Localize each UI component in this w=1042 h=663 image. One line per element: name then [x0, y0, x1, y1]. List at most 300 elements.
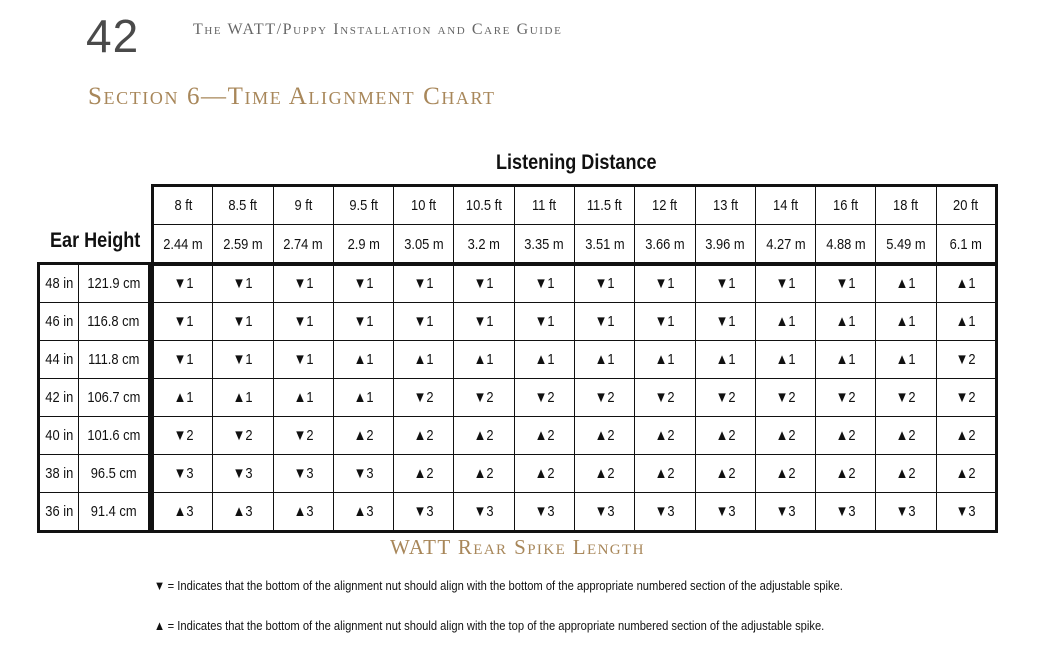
- ear-height-inches-label: 46 in: [45, 313, 73, 330]
- spike-length-value: ▲2: [955, 427, 976, 444]
- spike-length-value: ▼1: [353, 275, 374, 292]
- spike-length-cell: [213, 455, 273, 493]
- spike-length-value: ▲2: [896, 427, 916, 444]
- spike-length-cell: [876, 379, 936, 417]
- spike-length-cell: [273, 341, 333, 379]
- spike-length-cell: [936, 264, 996, 303]
- spike-length-cell: [333, 264, 393, 303]
- spike-length-row: [153, 455, 997, 493]
- ear-height-row: [39, 417, 150, 455]
- distance-ft-header: [153, 186, 213, 225]
- legend-up-text: = Indicates that the bottom of the alignment nut should align with the top of the appropriate numbered section of the adjustable spike.: [167, 618, 825, 633]
- spike-length-cell: [816, 493, 876, 532]
- distance-m-label: 2.74 m: [283, 235, 323, 253]
- spike-length-cell: [574, 417, 634, 455]
- distance-m-header: [755, 225, 815, 265]
- spike-length-value: ▲3: [293, 503, 314, 520]
- distance-ft-label: 8 ft: [174, 197, 193, 214]
- ear-height-row: [39, 493, 150, 532]
- spike-length-cell: [514, 455, 574, 493]
- distance-ft-header: [876, 186, 936, 225]
- spike-length-value: ▼1: [594, 275, 615, 292]
- spike-length-cell: [153, 264, 213, 303]
- spike-length-cell: [635, 417, 695, 455]
- distance-ft-label: 11 ft: [532, 197, 557, 214]
- spike-length-value: ▲1: [413, 351, 434, 368]
- spike-length-value: ▼1: [474, 275, 495, 292]
- spike-length-value: ▼1: [413, 313, 434, 330]
- spike-length-value: ▲1: [594, 351, 615, 368]
- spike-length-value: ▼1: [534, 275, 555, 292]
- distance-m-label: 3.05 m: [404, 235, 444, 253]
- section-title: Section 6—Time Alignment Chart: [88, 83, 496, 110]
- spike-length-value: ▼3: [955, 503, 976, 520]
- ear-height-cm-label: 121.9 cm: [86, 275, 141, 292]
- spike-length-value: ▼2: [534, 389, 555, 406]
- spike-length-cell: [394, 303, 454, 341]
- distance-m-header: [514, 225, 574, 265]
- spike-length-row: [153, 493, 997, 532]
- distance-ft-header: [273, 186, 333, 225]
- spike-length-cell: [514, 417, 574, 455]
- ear-height-inches-label: 38 in: [45, 465, 73, 482]
- spike-length-cell: [394, 455, 454, 493]
- distance-m-header: [816, 225, 876, 265]
- spike-length-value: ▲2: [835, 465, 856, 482]
- spike-length-cell: [635, 303, 695, 341]
- spike-length-value: ▲1: [232, 389, 253, 406]
- ear-height-inches-label: 40 in: [45, 427, 73, 444]
- legend-down-text: = Indicates that the bottom of the alignment nut should align with the bottom of the appropriate numbered section of the adjustable spike.: [167, 578, 843, 593]
- spike-length-value: ▼1: [715, 275, 736, 292]
- distance-m-label: 2.59 m: [223, 235, 263, 253]
- spike-length-cell: [695, 264, 755, 303]
- spike-length-value: ▼3: [896, 503, 916, 520]
- distance-ft-label: 14 ft: [772, 197, 799, 214]
- spike-length-value: ▲2: [654, 427, 675, 444]
- spike-length-value: ▼3: [654, 503, 675, 520]
- distance-ft-label: 9 ft: [294, 197, 313, 214]
- spike-length-value: ▲1: [173, 389, 194, 406]
- spike-length-value: ▲2: [413, 465, 434, 482]
- spike-length-value: ▲2: [775, 465, 796, 482]
- spike-length-value: ▼2: [654, 389, 675, 406]
- spike-length-value: ▲1: [896, 313, 916, 330]
- spike-length-value: ▲3: [353, 503, 374, 520]
- spike-length-value: ▼1: [534, 313, 555, 330]
- distance-ft-header: [333, 186, 393, 225]
- spike-length-cell: [695, 303, 755, 341]
- spike-length-cell: [816, 379, 876, 417]
- spike-length-value: ▲2: [474, 465, 495, 482]
- spike-length-cell: [213, 379, 273, 417]
- spike-length-value: ▼3: [474, 503, 495, 520]
- spike-length-cell: [635, 493, 695, 532]
- distance-ft-label: 10 ft: [411, 197, 437, 214]
- distance-header-table: [151, 184, 998, 266]
- ear-height-inches: [39, 341, 79, 379]
- distance-ft-header: [755, 186, 815, 225]
- spike-length-value: ▲2: [715, 465, 736, 482]
- ear-height-cm: [79, 264, 150, 303]
- ear-height-row: [39, 264, 150, 303]
- spike-length-cell: [213, 264, 273, 303]
- spike-length-value: ▲2: [715, 427, 736, 444]
- spike-length-value: ▼1: [173, 351, 194, 368]
- distance-m-label: 3.96 m: [705, 235, 745, 253]
- spike-length-value: ▲2: [896, 465, 916, 482]
- spike-length-caption: WATT Rear Spike Length: [390, 535, 645, 559]
- spike-length-cell: [816, 455, 876, 493]
- spike-length-cell: [936, 341, 996, 379]
- distance-feet-row: [153, 186, 997, 225]
- spike-length-cell: [454, 417, 514, 455]
- spike-length-cell: [635, 455, 695, 493]
- spike-length-value: ▲1: [896, 351, 916, 368]
- distance-m-header: [454, 225, 514, 265]
- spike-length-cell: [936, 493, 996, 532]
- spike-length-value: ▲2: [534, 427, 555, 444]
- spike-length-value: ▼2: [835, 389, 856, 406]
- spike-length-cell: [333, 417, 393, 455]
- spike-length-cell: [816, 303, 876, 341]
- spike-length-value: ▼1: [293, 275, 314, 292]
- ear-height-inches: [39, 264, 79, 303]
- spike-length-value: ▼2: [955, 351, 976, 368]
- distance-ft-label: 13 ft: [712, 197, 738, 214]
- spike-length-cell: [153, 493, 213, 532]
- spike-length-value: ▼2: [896, 389, 916, 406]
- spike-length-value: ▼3: [835, 503, 856, 520]
- ear-height-inches-label: 48 in: [45, 275, 73, 292]
- spike-length-cell: [153, 455, 213, 493]
- ear-height-cm: [79, 493, 150, 532]
- spike-length-row: [153, 417, 997, 455]
- ear-height-table: [37, 262, 151, 533]
- spike-length-value: ▼1: [594, 313, 615, 330]
- spike-length-row: [153, 264, 997, 303]
- spike-length-value: ▼2: [232, 427, 253, 444]
- spike-length-value: ▲2: [413, 427, 434, 444]
- distance-m-label: 3.35 m: [524, 235, 565, 253]
- spike-length-value: ▲1: [955, 275, 976, 292]
- spike-length-cell: [755, 493, 815, 532]
- distance-m-label: 2.9 m: [347, 235, 380, 253]
- spike-length-cell: [273, 264, 333, 303]
- spike-length-cell: [695, 455, 755, 493]
- spike-length-value: ▲1: [896, 275, 916, 292]
- spike-length-cell: [273, 455, 333, 493]
- spike-length-cell: [755, 455, 815, 493]
- spike-length-cell: [273, 417, 333, 455]
- distance-ft-header: [635, 186, 695, 225]
- distance-ft-header: [394, 186, 454, 225]
- distance-m-header: [695, 225, 755, 265]
- spike-length-value: ▼1: [293, 313, 314, 330]
- spike-length-value: ▼2: [775, 389, 796, 406]
- spike-length-value: ▲1: [474, 351, 495, 368]
- ear-height-inches: [39, 379, 79, 417]
- spike-length-cell: [333, 341, 393, 379]
- spike-length-cell: [153, 379, 213, 417]
- spike-length-value: ▼3: [715, 503, 736, 520]
- distance-m-label: 6.1 m: [949, 235, 982, 253]
- spike-length-cell: [695, 417, 755, 455]
- ear-height-inches-label: 44 in: [45, 351, 73, 368]
- spike-length-cell: [454, 341, 514, 379]
- spike-length-row: [153, 379, 997, 417]
- ear-height-cm-label: 101.6 cm: [86, 427, 141, 444]
- spike-length-value: ▼1: [232, 275, 253, 292]
- spike-length-value: ▲1: [835, 351, 856, 368]
- distance-m-header: [273, 225, 333, 265]
- spike-length-cell: [876, 341, 936, 379]
- spike-length-value: ▼1: [474, 313, 495, 330]
- spike-length-cell: [394, 264, 454, 303]
- spike-length-cell: [213, 417, 273, 455]
- spike-length-value: ▼2: [715, 389, 736, 406]
- spike-length-value: ▲1: [775, 313, 796, 330]
- ear-height-inches: [39, 417, 79, 455]
- spike-length-value: ▲3: [173, 503, 194, 520]
- spike-length-value: ▼2: [293, 427, 314, 444]
- distance-m-label: 2.44 m: [163, 235, 203, 253]
- ear-height-inches-label: 42 in: [45, 389, 73, 406]
- spike-length-cell: [755, 379, 815, 417]
- distance-ft-label: 9.5 ft: [349, 197, 378, 214]
- spike-length-cell: [153, 417, 213, 455]
- distance-ft-label: 18 ft: [893, 197, 919, 214]
- ear-height-cm: [79, 417, 150, 455]
- listening-distance-title: Listening Distance: [496, 151, 657, 174]
- distance-m-label: 3.51 m: [584, 235, 625, 253]
- spike-length-value: ▲1: [715, 351, 736, 368]
- spike-length-value: ▼1: [232, 351, 253, 368]
- spike-length-value: ▼3: [775, 503, 796, 520]
- spike-length-value: ▲1: [353, 351, 374, 368]
- running-head: The WATT/Puppy Installation and Care Guide: [193, 21, 563, 38]
- ear-height-row: [39, 303, 150, 341]
- spike-length-value: ▼1: [835, 275, 856, 292]
- spike-length-cell: [876, 493, 936, 532]
- ear-height-cm-label: 96.5 cm: [90, 465, 137, 482]
- spike-length-value: ▼3: [173, 465, 194, 482]
- distance-m-header: [876, 225, 936, 265]
- distance-m-label: 5.49 m: [886, 235, 926, 253]
- spike-length-value: ▲2: [534, 465, 555, 482]
- distance-ft-label: 8.5 ft: [228, 197, 258, 214]
- spike-length-cell: [695, 341, 755, 379]
- spike-length-value: ▼1: [654, 313, 675, 330]
- spike-length-value: ▼1: [173, 313, 194, 330]
- spike-length-value: ▼1: [775, 275, 796, 292]
- spike-length-cell: [153, 303, 213, 341]
- spike-length-value: ▼1: [715, 313, 736, 330]
- spike-length-cell: [213, 493, 273, 532]
- spike-length-cell: [333, 379, 393, 417]
- spike-length-cell: [936, 455, 996, 493]
- page-number: 42: [86, 10, 140, 62]
- ear-height-cm: [79, 341, 150, 379]
- spike-length-cell: [876, 417, 936, 455]
- ear-height-cm: [79, 379, 150, 417]
- spike-length-cell: [755, 264, 815, 303]
- distance-ft-header: [574, 186, 634, 225]
- distance-m-header: [333, 225, 393, 265]
- ear-height-row: [39, 341, 150, 379]
- distance-m-header: [394, 225, 454, 265]
- spike-length-value: ▲1: [353, 389, 374, 406]
- distance-ft-label: 11.5 ft: [587, 197, 623, 214]
- spike-length-cell: [936, 303, 996, 341]
- spike-length-cell: [816, 417, 876, 455]
- spike-length-cell: [273, 493, 333, 532]
- ear-height-inches-label: 36 in: [45, 503, 73, 520]
- spike-length-table: [151, 262, 998, 533]
- distance-m-header: [936, 225, 996, 265]
- spike-length-cell: [936, 379, 996, 417]
- spike-length-value: ▲2: [955, 465, 976, 482]
- ear-height-cm: [79, 303, 150, 341]
- spike-length-cell: [333, 493, 393, 532]
- spike-length-value: ▲3: [232, 503, 253, 520]
- spike-length-value: ▼2: [474, 389, 495, 406]
- legend-up: [154, 617, 824, 635]
- spike-length-cell: [454, 303, 514, 341]
- spike-length-cell: [635, 379, 695, 417]
- distance-ft-header: [936, 186, 996, 225]
- distance-ft-label: 20 ft: [953, 197, 979, 214]
- ear-height-inches: [39, 493, 79, 532]
- spike-length-value: ▼1: [353, 313, 374, 330]
- spike-length-value: ▼2: [173, 427, 194, 444]
- spike-length-value: ▼1: [232, 313, 253, 330]
- spike-length-cell: [574, 264, 634, 303]
- distance-m-label: 3.2 m: [467, 235, 501, 253]
- spike-length-value: ▼3: [413, 503, 434, 520]
- spike-length-cell: [755, 417, 815, 455]
- spike-length-value: ▼1: [173, 275, 194, 292]
- spike-length-value: ▲2: [353, 427, 374, 444]
- spike-length-value: ▲1: [293, 389, 314, 406]
- spike-length-cell: [574, 303, 634, 341]
- spike-length-cell: [574, 379, 634, 417]
- down-triangle-icon: ▼: [154, 578, 166, 593]
- spike-length-value: ▼3: [232, 465, 253, 482]
- spike-length-cell: [273, 379, 333, 417]
- distance-m-header: [153, 225, 213, 265]
- spike-length-cell: [514, 264, 574, 303]
- distance-ft-header: [514, 186, 574, 225]
- distance-ft-header: [816, 186, 876, 225]
- spike-length-cell: [153, 341, 213, 379]
- spike-length-value: ▼1: [654, 275, 675, 292]
- spike-length-cell: [454, 455, 514, 493]
- ear-height-inches: [39, 303, 79, 341]
- distance-m-header: [635, 225, 695, 265]
- ear-height-row: [39, 455, 150, 493]
- spike-length-cell: [574, 341, 634, 379]
- spike-length-value: ▼2: [413, 389, 434, 406]
- spike-length-cell: [273, 303, 333, 341]
- spike-length-cell: [574, 493, 634, 532]
- spike-length-cell: [695, 493, 755, 532]
- distance-ft-label: 10.5 ft: [466, 197, 502, 214]
- spike-length-value: ▼3: [534, 503, 555, 520]
- legend-down: [154, 577, 843, 595]
- ear-height-cm: [79, 455, 150, 493]
- spike-length-value: ▲1: [654, 351, 675, 368]
- spike-length-row: [153, 303, 997, 341]
- spike-length-cell: [213, 341, 273, 379]
- spike-length-cell: [394, 379, 454, 417]
- distance-ft-label: 16 ft: [833, 197, 859, 214]
- spike-length-value: ▼3: [353, 465, 374, 482]
- spike-length-cell: [936, 417, 996, 455]
- distance-ft-label: 12 ft: [652, 197, 678, 214]
- ear-height-cm-label: 111.8 cm: [87, 351, 140, 368]
- spike-length-cell: [876, 455, 936, 493]
- spike-length-cell: [635, 264, 695, 303]
- spike-length-cell: [514, 341, 574, 379]
- ear-height-title: Ear Height: [50, 229, 141, 252]
- ear-height-cm-label: 91.4 cm: [90, 503, 137, 520]
- spike-length-value: ▲1: [835, 313, 856, 330]
- spike-length-value: ▼3: [293, 465, 314, 482]
- distance-m-label: 4.88 m: [826, 235, 866, 253]
- spike-length-cell: [635, 341, 695, 379]
- spike-length-row: [153, 341, 997, 379]
- spike-length-value: ▲1: [775, 351, 796, 368]
- spike-length-value: ▲2: [594, 465, 615, 482]
- spike-length-value: ▲2: [775, 427, 796, 444]
- spike-length-cell: [695, 379, 755, 417]
- spike-length-value: ▲2: [594, 427, 615, 444]
- spike-length-cell: [394, 341, 454, 379]
- ear-height-cm-label: 106.7 cm: [86, 389, 141, 406]
- spike-length-value: ▼2: [955, 389, 976, 406]
- spike-length-value: ▼3: [594, 503, 615, 520]
- spike-length-cell: [394, 493, 454, 532]
- ear-height-inches: [39, 455, 79, 493]
- distance-m-label: 4.27 m: [765, 235, 806, 253]
- spike-length-value: ▲2: [835, 427, 856, 444]
- distance-ft-header: [695, 186, 755, 225]
- spike-length-value: ▲1: [534, 351, 555, 368]
- distance-ft-header: [454, 186, 514, 225]
- distance-m-label: 3.66 m: [645, 235, 685, 253]
- spike-length-value: ▲2: [474, 427, 495, 444]
- spike-length-value: ▲2: [654, 465, 675, 482]
- spike-length-cell: [514, 379, 574, 417]
- spike-length-cell: [574, 455, 634, 493]
- spike-length-cell: [333, 303, 393, 341]
- spike-length-cell: [755, 303, 815, 341]
- spike-length-cell: [454, 493, 514, 532]
- spike-length-cell: [213, 303, 273, 341]
- spike-length-cell: [816, 264, 876, 303]
- spike-length-value: ▼2: [594, 389, 615, 406]
- ear-height-cm-label: 116.8 cm: [87, 313, 140, 330]
- spike-length-cell: [454, 264, 514, 303]
- spike-length-cell: [514, 493, 574, 532]
- distance-ft-header: [213, 186, 273, 225]
- spike-length-cell: [514, 303, 574, 341]
- spike-length-value: ▼1: [413, 275, 434, 292]
- spike-length-value: ▲1: [955, 313, 976, 330]
- spike-length-cell: [816, 341, 876, 379]
- up-triangle-icon: ▲: [154, 618, 166, 633]
